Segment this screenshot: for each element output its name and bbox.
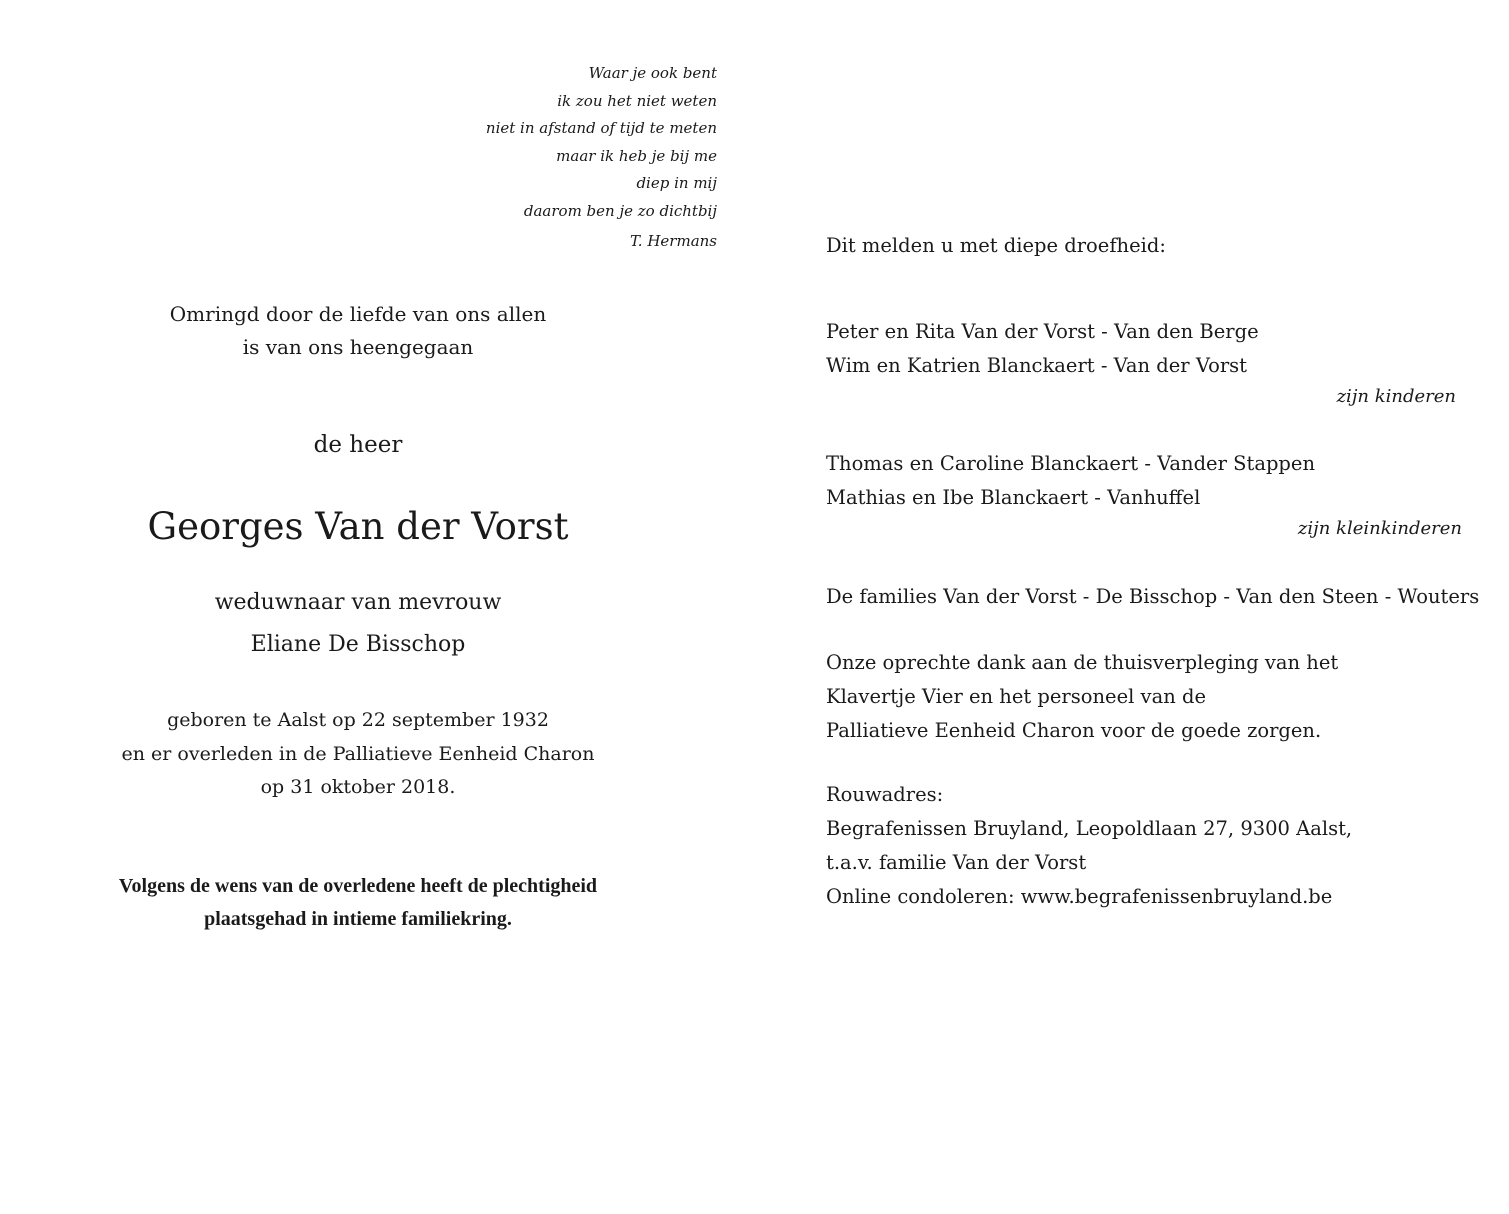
thanks-line-1: Onze oprechte dank aan de thuisverpleging van het	[826, 651, 1339, 674]
children-list	[826, 315, 1259, 383]
widower-info	[60, 582, 656, 666]
death-line: en er overleden in de Palliatieve Eenheid Charon	[121, 742, 595, 765]
grandchild-entry: Thomas en Caroline Blanckaert - Vander Stappen	[826, 452, 1316, 475]
thanks	[826, 646, 1338, 748]
honorific: de heer	[313, 432, 403, 458]
thanks-line-3: Palliatieve Eenheid Charon voor de goede zorgen.	[826, 719, 1322, 742]
birth-line: geboren te Aalst op 22 september 1932	[167, 709, 549, 731]
intro-line-1: Omringd door de liefde van ons allen	[169, 302, 547, 326]
widower-line-1: weduwnaar van mevrouw	[214, 590, 502, 615]
address-line-1: Begrafenissen Bruyland, Leopoldlaan 27, 9300 Aalst,	[826, 817, 1353, 840]
poem-line: Waar je ook bent	[588, 64, 717, 82]
ceremony-note	[58, 870, 658, 936]
life-dates	[60, 704, 656, 805]
grandchildren-label: zijn kleinkinderen	[1297, 518, 1462, 539]
thanks-line-2: Klavertje Vier en het personeel van de	[826, 685, 1206, 708]
grandchildren-list	[826, 447, 1315, 515]
poem-line: ik zou het niet weten	[557, 91, 717, 110]
poem-line: diep in mij	[636, 174, 717, 192]
death-date-line: op 31 oktober 2018.	[260, 776, 456, 798]
child-entry: Wim en Katrien Blanckaert - Van der Vorst	[826, 354, 1248, 377]
mourning-address	[826, 778, 1352, 914]
address-line-2: t.a.v. familie Van der Vorst	[826, 851, 1087, 874]
families-line: De families Van der Vorst - De Bisschop - Van den Steen - Wouters	[826, 585, 1480, 608]
poem-author: T. Hermans	[630, 232, 717, 250]
condolence-link: Online condoleren: www.begrafenissenbruyland.be	[826, 885, 1333, 908]
ceremony-note-line-2: plaatsgehad in intieme familiekring.	[204, 908, 512, 930]
child-entry: Peter en Rita Van der Vorst - Van den Berge	[826, 320, 1259, 343]
poem-line: niet in afstand of tijd te meten	[485, 119, 717, 137]
spouse-name: Eliane De Bisschop	[250, 632, 466, 657]
poem-line: maar ik heb je bij me	[556, 146, 717, 165]
family-heading: Dit melden u met diepe droefheid:	[826, 234, 1166, 257]
poem-line: daarom ben je zo dichtbij	[523, 201, 717, 220]
intro	[60, 298, 656, 364]
intro-line-2: is van ons heengegaan	[242, 335, 474, 359]
ceremony-note-line-1: Volgens de wens van de overledene heeft de plechtigheid	[118, 875, 598, 897]
children-label: zijn kinderen	[1336, 386, 1456, 407]
grandchild-entry: Mathias en Ibe Blanckaert - Vanhuffel	[826, 486, 1201, 509]
deceased-name: Georges Van der Vorst	[147, 505, 569, 548]
poem	[486, 60, 717, 225]
address-label: Rouwadres:	[826, 783, 944, 806]
